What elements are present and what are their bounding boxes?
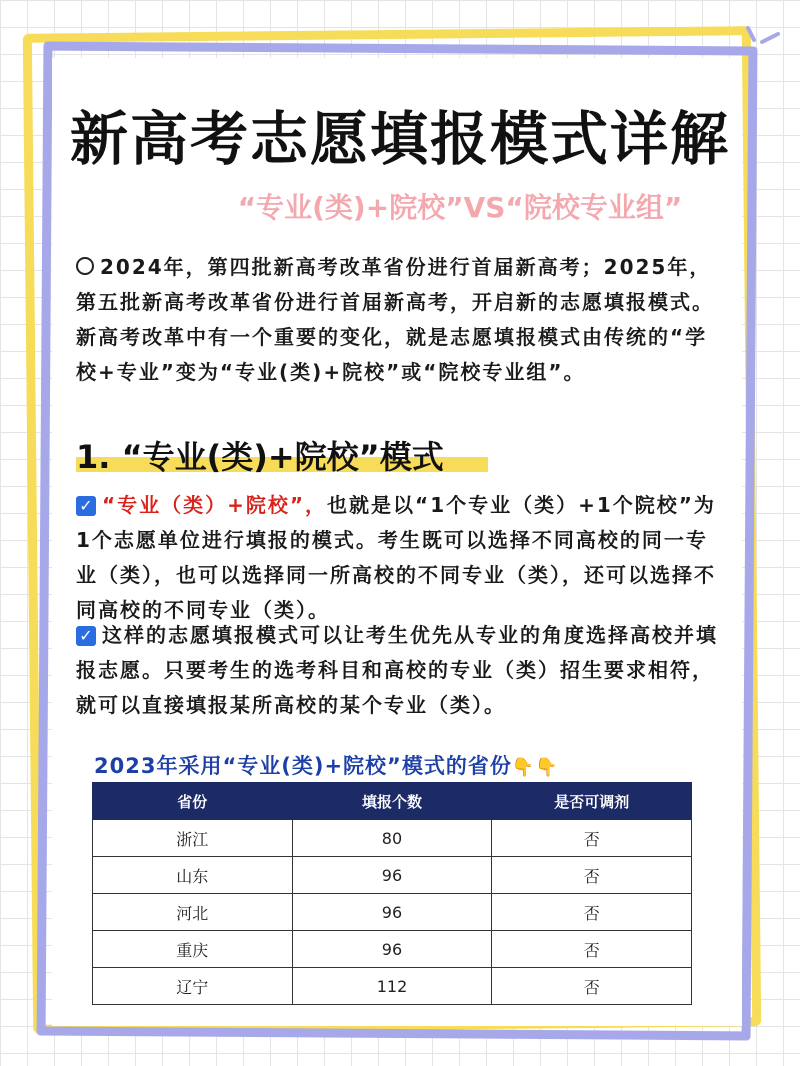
page-title: 新高考志愿填报模式详解 [69,105,730,173]
point-one-paragraph [76,488,726,628]
header-adjustable: 是否可调剂 [492,783,692,820]
point-one-highlight: “专业（类）+院校”， [102,493,328,517]
table-title-text: 2023年采用“专业(类)+院校”模式的省份 [94,754,512,778]
table-row [93,857,692,894]
pointing-down-hand-icon: 👇👇 [511,757,559,778]
section-heading [76,432,444,478]
cell-count: 96 [292,931,492,968]
circle-outline-icon [76,257,94,275]
cell-province: 山东 [93,857,293,894]
cell-adjustable: 否 [492,857,692,894]
cell-adjustable: 否 [492,894,692,931]
table-row [93,894,692,931]
table-header-row [93,783,692,820]
provinces-table [92,782,692,1005]
table-row [93,968,692,1005]
point-two-paragraph [76,618,726,723]
cell-adjustable: 否 [492,968,692,1005]
cell-province: 河北 [93,894,293,931]
cell-count: 80 [292,820,492,857]
cell-province: 浙江 [93,820,293,857]
header-province: 省份 [93,783,293,820]
table-row [93,931,692,968]
table-row [93,820,692,857]
cell-count: 112 [292,968,492,1005]
checkbox-checked-icon: ✓ [76,496,96,516]
cell-count: 96 [292,857,492,894]
table-title [94,750,559,780]
page-subtitle: “专业(类)+院校”VS“院校专业组” [237,191,683,224]
header-count: 填报个数 [292,783,492,820]
cell-adjustable: 否 [492,820,692,857]
intro-paragraph [76,250,726,390]
point-one-text: 也就是以“1个专业（类）+1个院校”为1个志愿单位进行填报的模式。考生既可以选择不同高校的同一专业（类），也可以选择同一所高校的不同专业（类），还可以选择不同高校的不同专业（类）。 [76,493,716,622]
cell-province: 重庆 [93,931,293,968]
checkbox-checked-icon: ✓ [76,626,96,646]
sparkle-icon [742,24,782,54]
intro-text: 2024年，第四批新高考改革省份进行首届新高考；2025年，第五批新高考改革省份进行首届新高考，开启新的志愿填报模式。新高考改革中有一个重要的变化，就是志愿填报模式由传统的“学校+专业”变为“专业(类)+院校”或“院校专业组”。 [76,255,714,384]
cell-adjustable: 否 [492,931,692,968]
section-heading-text: 1. “专业(类)+院校”模式 [76,438,444,476]
point-two-text: 这样的志愿填报模式可以让考生优先从专业的角度选择高校并填报志愿。只要考生的选考科目和高校的专业（类）招生要求相符，就可以直接填报某所高校的某个专业（类）。 [76,623,718,717]
cell-province: 辽宁 [93,968,293,1005]
cell-count: 96 [292,894,492,931]
